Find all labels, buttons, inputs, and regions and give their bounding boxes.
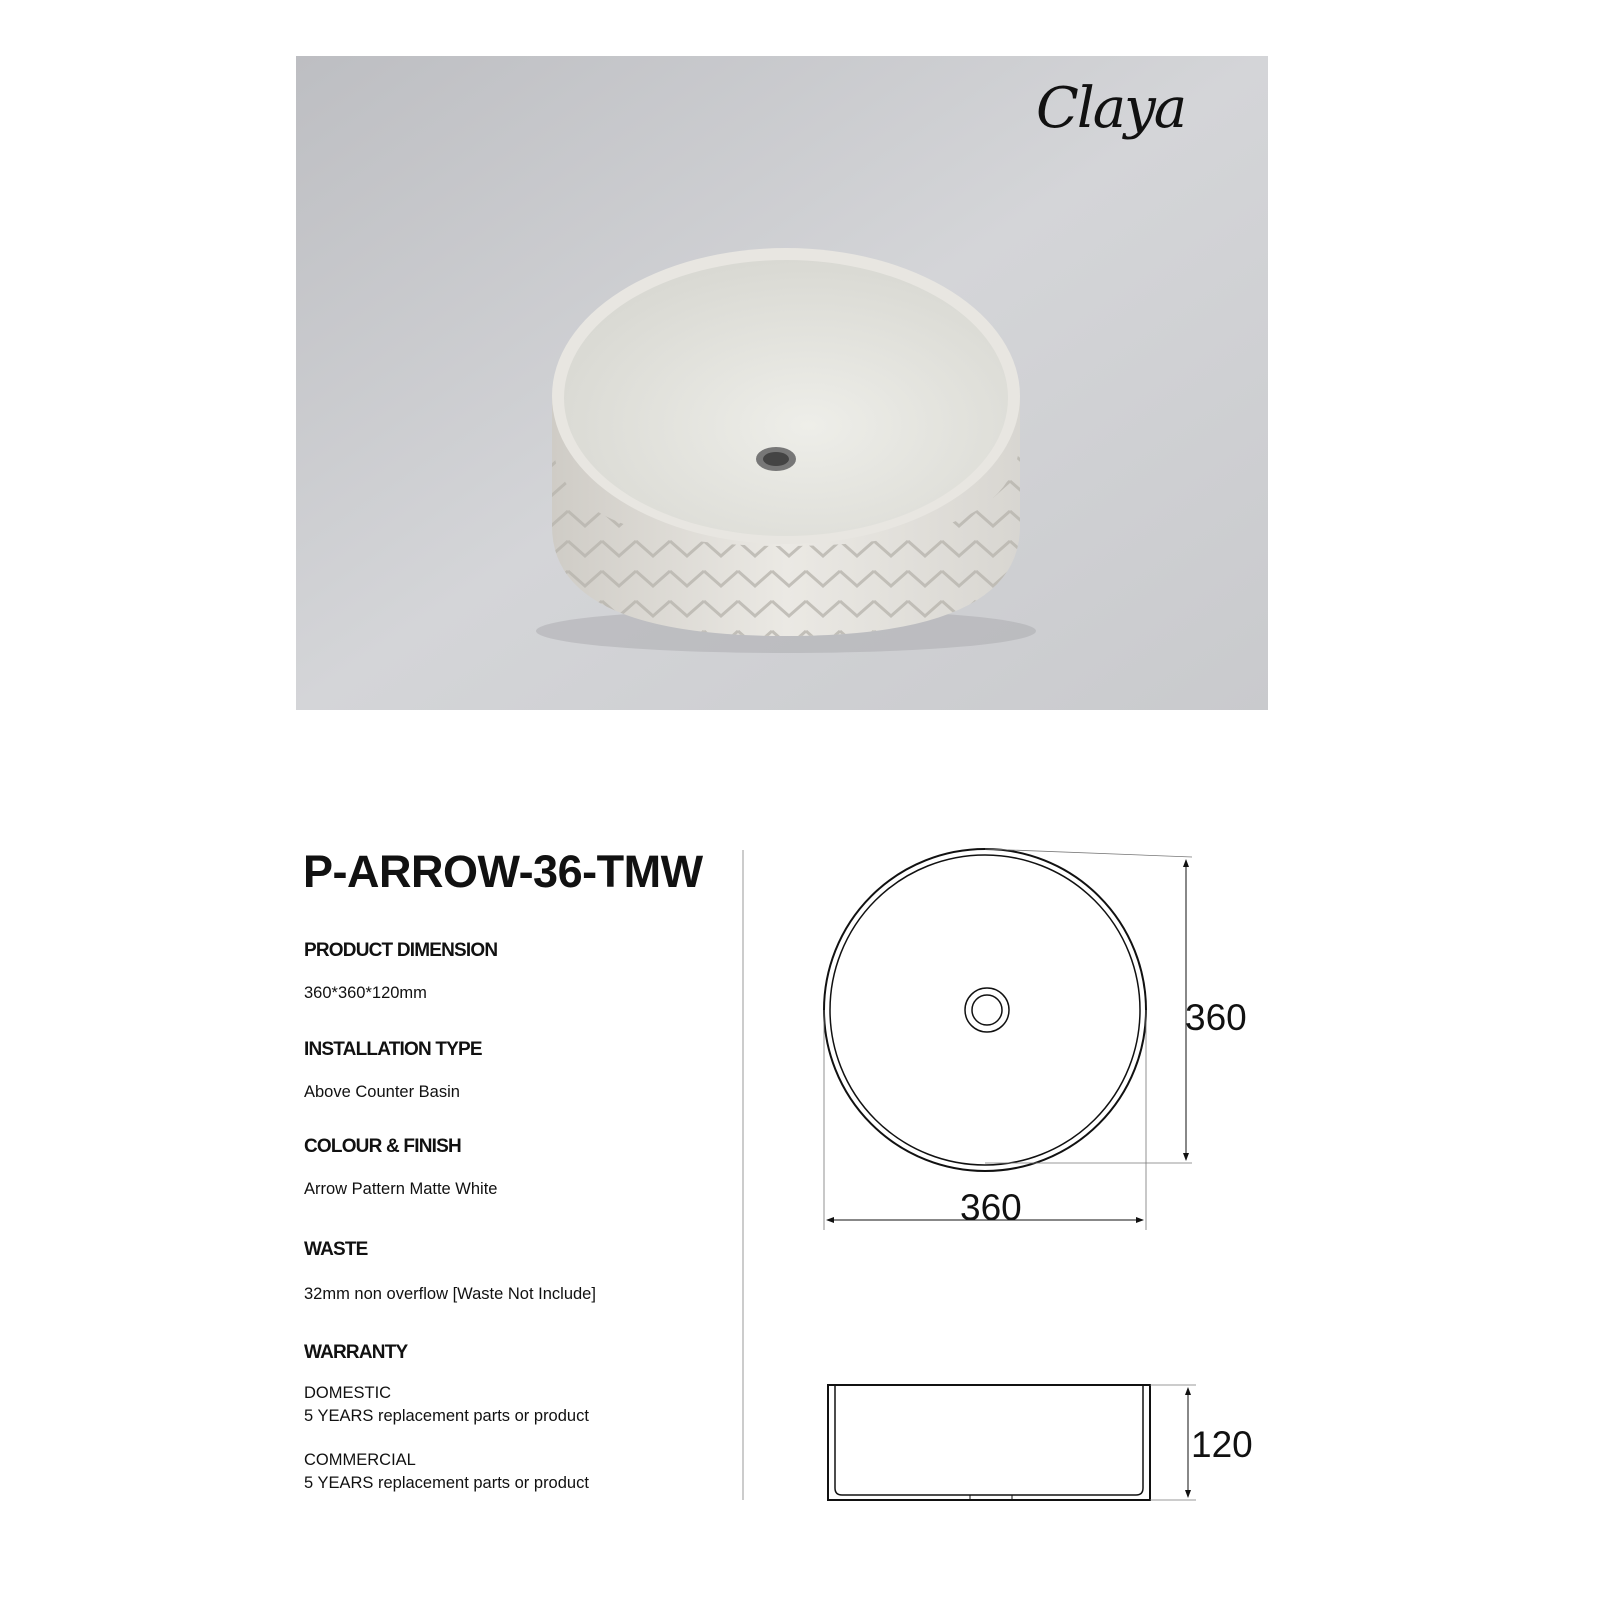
warranty-heading: WARRANTY [304,1342,408,1363]
spec-heading-waste: WASTE [304,1239,368,1260]
spec-heading-installation: INSTALLATION TYPE [304,1039,482,1060]
height-dimension-label: 120 [1191,1424,1253,1465]
spec-heading-dimension: PRODUCT DIMENSION [304,940,498,961]
spec-value-dimension: 360*360*120mm [304,984,427,1002]
brand-logo: Claya [1036,76,1186,141]
width-dimension-label: 360 [960,1187,1022,1228]
spec-heading-colour: COLOUR & FINISH [304,1136,461,1157]
warranty-commercial-label: COMMERCIAL [304,1451,416,1469]
depth-dimension-label: 360 [1185,997,1247,1038]
spec-value-waste: 32mm non overflow [Waste Not Include] [304,1285,596,1303]
warranty-domestic-value: 5 YEARS replacement parts or product [304,1407,589,1425]
warranty-commercial-value: 5 YEARS replacement parts or product [304,1474,589,1492]
spec-value-colour: Arrow Pattern Matte White [304,1180,498,1198]
product-code: P-ARROW-36-TMW [303,846,703,897]
warranty-domestic-label: DOMESTIC [304,1384,392,1402]
spec-value-installation: Above Counter Basin [304,1083,460,1101]
